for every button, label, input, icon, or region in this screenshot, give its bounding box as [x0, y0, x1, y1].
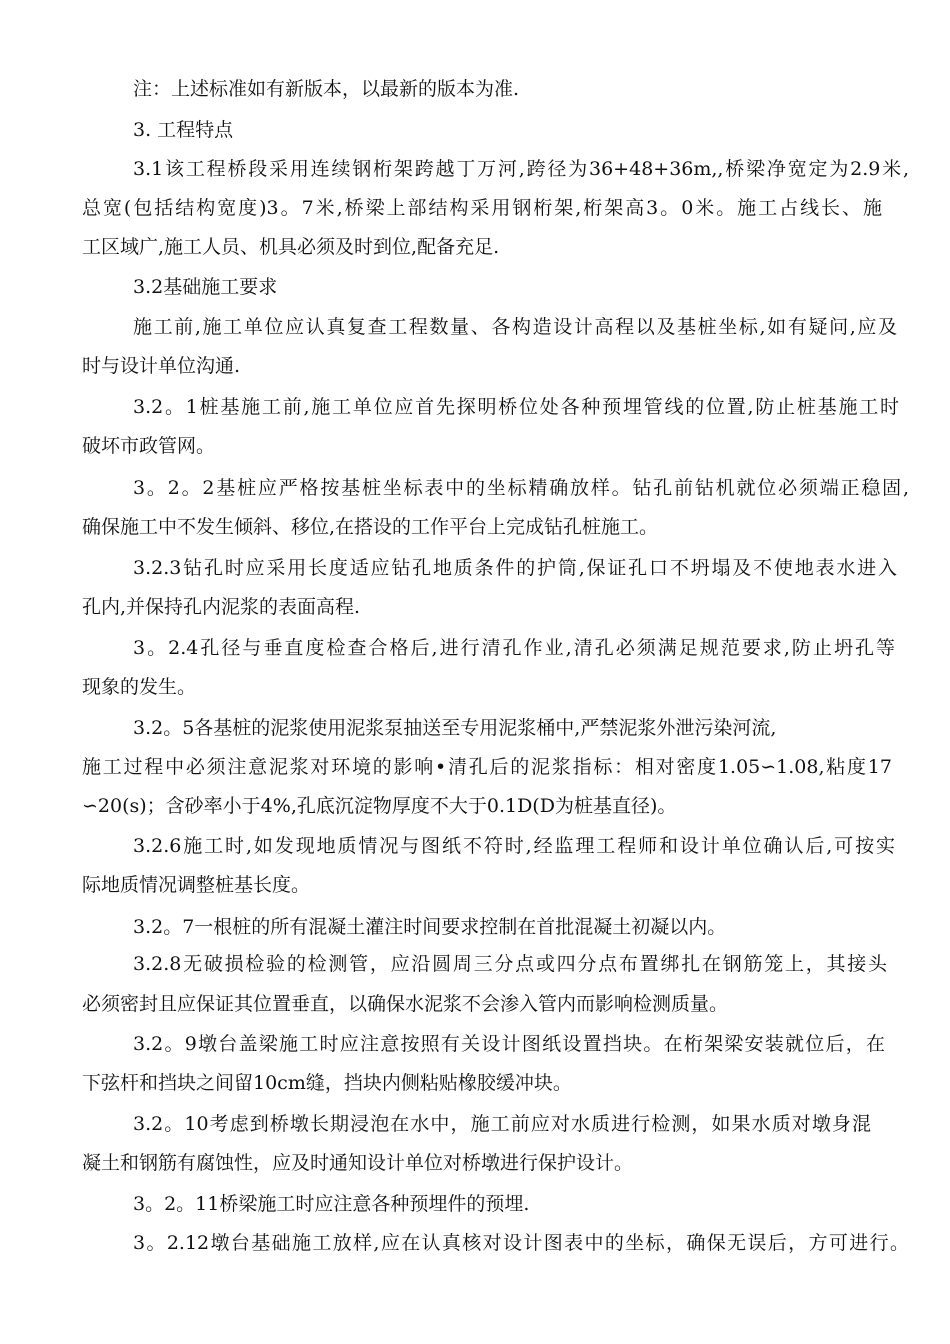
paragraph-3-2-8-line-2: 必须密封且应保证其位置垂直，以确保水泥浆不会渗入管内而影响检测质量。: [82, 993, 729, 1015]
paragraph-3-2-5-line-2: 施工过程中必须注意泥浆对环境的影响•清孔后的泥浆指标：相对密度1.05∽1.08,粘度17: [82, 756, 892, 778]
note-line: 注：上述标准如有新版本，以最新的版本为准.: [133, 78, 520, 100]
paragraph-3-2-4-line-2: 现象的发生。: [82, 676, 197, 698]
paragraph-3-2-9-line-2: 下弦杆和挡块之间留10cm缝，挡块内侧粘贴橡胶缓冲块。: [82, 1072, 572, 1094]
paragraph-3-2-8-line-1: 3.2.8无破损检验的检测管，应沿圆周三分点或四分点布置绑扎在钢筋笼上，其接头: [133, 953, 887, 975]
paragraph-3-2-line-2: 时与设计单位沟通.: [82, 355, 241, 377]
paragraph-3-1-line-3: 工区域广,施工人员、机具必须及时到位,配备充足.: [82, 236, 500, 258]
paragraph-3-2-7: 3.2。7一根桩的所有混凝土灌注时间要求控制在首批混凝土初凝以内。: [133, 916, 727, 938]
paragraph-3-2-10-line-2: 凝土和钢筋有腐蚀性，应及时通知设计单位对桥墩进行保护设计。: [82, 1152, 634, 1174]
paragraph-3-2-3-line-2: 孔内,并保持孔内泥浆的表面高程.: [82, 596, 361, 618]
paragraph-3-1-line-2: 总宽(包括结构宽度)3。7米,桥梁上部结构采用钢桁架,桁架高3。0米。施工占线长、施: [82, 197, 882, 219]
paragraph-3-2-10-line-1: 3.2。10考虑到桥墩长期浸泡在水中，施工前应对水质进行检测，如果水质对墩身混: [133, 1113, 871, 1135]
paragraph-3-2-11: 3。2。11桥梁施工时应注意各种预埋件的预埋.: [133, 1193, 530, 1215]
paragraph-3-2-12: 3。2.12墩台基础施工放样,应在认真核对设计图表中的坐标，确保无误后，方可进行。: [133, 1232, 909, 1254]
paragraph-3-2-5-line-3: ∽20(s)；含砂率小于4%,孔底沉淀物厚度不大于0.1D(D为桩基直径)。: [82, 795, 677, 817]
paragraph-3-2-9-line-1: 3.2。9墩台盖梁施工时应注意按照有关设计图纸设置挡块。在桁架梁安装就位后，在: [133, 1033, 885, 1055]
paragraph-3-2-4-line-1: 3。2.4孔径与垂直度检查合格后,进行清孔作业,清孔必须满足规范要求,防止坍孔等: [133, 637, 895, 659]
paragraph-3-2-3-line-1: 3.2.3钻孔时应采用长度适应钻孔地质条件的护筒,保证孔口不坍塌及不使地表水进入: [133, 557, 897, 579]
paragraph-3-2-line-1: 施工前,施工单位应认真复查工程数量、各构造设计高程以及基桩坐标,如有疑问,应及: [133, 316, 897, 338]
paragraph-3-1-line-1: 3.1该工程桥段采用连续钢桁架跨越丁万河,跨径为36+48+36m,,桥梁净宽定为2.9米,: [133, 158, 909, 180]
paragraph-3-2-2-line-2: 确保施工中不发生倾斜、移位,在搭设的工作平台上完成钻孔桩施工。: [82, 516, 659, 538]
paragraph-3-2-5-line-1: 3.2。5各基桩的泥浆使用泥浆泵抽送至专用泥浆桶中,严禁泥浆外泄污染河流,: [133, 717, 777, 739]
paragraph-3-2-6-line-2: 际地质情况调整桩基长度。: [82, 874, 311, 896]
section-heading-3: 3. 工程特点: [133, 119, 234, 141]
section-heading-3-2: 3.2基础施工要求: [133, 276, 278, 298]
paragraph-3-2-1-line-1: 3.2。1桩基施工前,施工单位应首先探明桥位处各种预埋管线的位置,防止桩基施工时: [133, 396, 899, 418]
paragraph-3-2-2-line-1: 3。2。2基桩应严格按基桩坐标表中的坐标精确放样。钻孔前钻机就位必须端正稳固,: [133, 477, 909, 499]
paragraph-3-2-6-line-1: 3.2.6施工时,如发现地质情况与图纸不符时,经监理工程师和设计单位确认后,可按实: [133, 835, 895, 857]
paragraph-3-2-1-line-2: 破坏市政管网。: [82, 435, 216, 457]
